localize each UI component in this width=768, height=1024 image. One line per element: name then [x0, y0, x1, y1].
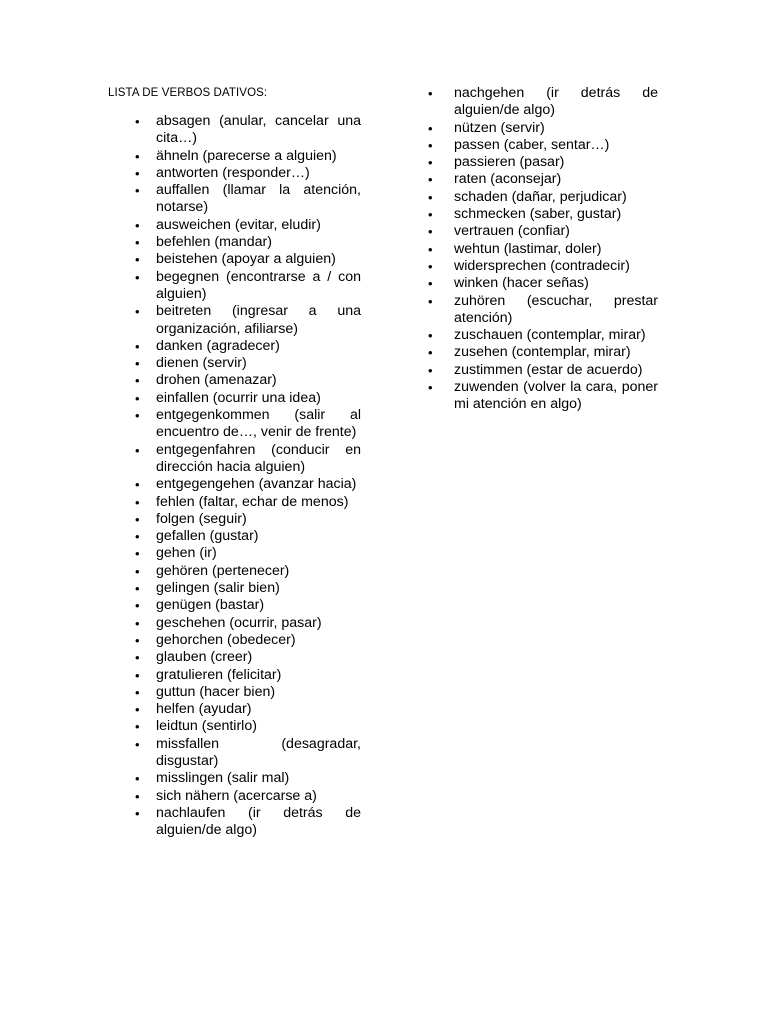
list-item [135, 182, 361, 217]
list-item-text: entgegengehen (avanzar hacia) [156, 476, 357, 493]
bullet-icon: • [135, 563, 140, 579]
bullet-icon: • [428, 189, 433, 205]
list-item [135, 683, 361, 701]
list-item-text: sich nähern (acercarse a) [156, 787, 317, 804]
list-item-text: nachgehen (ir detrás de alguien/de algo) [454, 85, 658, 119]
list-item [425, 379, 658, 414]
list-item [425, 223, 658, 240]
list-item [135, 528, 361, 545]
list-item [135, 631, 361, 649]
list-item-text: gehören (pertenecer) [156, 562, 290, 579]
list-item-text: schaden (dañar, perjudicar) [454, 188, 627, 205]
bullet-icon: • [135, 684, 140, 700]
bullet-icon: • [135, 269, 140, 285]
bullet-icon: • [135, 805, 140, 821]
list-item [135, 389, 361, 407]
bullet-icon: • [135, 183, 140, 199]
list-item [135, 251, 361, 268]
bullet-icon: • [135, 667, 140, 683]
bullet-icon: • [428, 362, 433, 378]
list-item-text: befehlen (mandar) [156, 234, 272, 251]
list-item-text: antworten (responder…) [156, 164, 310, 181]
list-item [135, 770, 361, 787]
list-item-text: fehlen (faltar, echar de menos) [156, 493, 349, 510]
list-item-text: absagen (anular, cancelar una cita…) [156, 113, 361, 147]
list-item-text: zuschauen (contemplar, mirar) [454, 327, 646, 344]
bullet-icon: • [135, 529, 140, 545]
list-item [135, 718, 361, 735]
list-item [135, 268, 361, 304]
list-item-text: danken (agradecer) [156, 337, 280, 354]
bullet-icon: • [428, 137, 433, 153]
list-item [135, 441, 361, 477]
list-item-text: entgegenkommen (salir al encuentro de…, venir de frente) [156, 407, 361, 441]
bullet-icon: • [135, 148, 140, 164]
list-item-text: winken (hacer señas) [454, 275, 589, 292]
bullet-icon: • [428, 155, 433, 171]
bullet-icon: • [428, 328, 433, 344]
bullet-icon: • [135, 511, 140, 527]
list-item [135, 545, 361, 562]
list-item [135, 355, 361, 372]
bullet-icon: • [135, 736, 140, 752]
list-item-text: auffallen (llamar la atención, notarse) [156, 182, 361, 216]
list-item-text: widersprechen (contradecir) [454, 257, 630, 274]
list-item [135, 649, 361, 666]
list-item [425, 120, 658, 137]
bullet-icon: • [135, 252, 140, 268]
list-item [135, 804, 361, 840]
verb-list-left-column [135, 113, 361, 839]
list-item [425, 206, 658, 223]
list-item [135, 787, 361, 805]
list-item-text: glauben (creer) [156, 649, 253, 666]
list-item-text: zustimmen (estar de acuerdo) [454, 361, 643, 378]
list-item-text: gefallen (gustar) [156, 528, 259, 545]
list-item [135, 493, 361, 511]
list-item-text: drohen (amenazar) [156, 372, 277, 389]
list-item-text: entgegenfahren (conducir en dirección hacia alguien) [156, 441, 361, 475]
list-item [135, 701, 361, 718]
bullet-icon: • [135, 165, 140, 181]
bullet-icon: • [135, 615, 140, 631]
list-item [135, 337, 361, 355]
bullet-icon: • [135, 408, 140, 424]
list-item [425, 327, 658, 344]
bullet-icon: • [135, 235, 140, 251]
list-item-text: helfen (ayudar) [156, 701, 252, 718]
list-item-text: zuwenden (volver la cara, poner mi atención en algo) [454, 379, 658, 413]
list-item-text: guttun (hacer bien) [156, 683, 276, 700]
bullet-icon: • [428, 86, 433, 101]
list-item-text: dienen (servir) [156, 355, 247, 372]
list-item [135, 147, 361, 165]
list-item-text: gelingen (salir bien) [156, 580, 280, 597]
list-item [135, 476, 361, 493]
bullet-icon: • [135, 598, 140, 614]
bullet-icon: • [135, 702, 140, 718]
bullet-icon: • [135, 356, 140, 372]
list-item [425, 154, 658, 171]
list-item-text: einfallen (ocurrir una idea) [156, 389, 321, 406]
bullet-icon: • [135, 581, 140, 597]
list-item-text: genügen (bastar) [156, 597, 265, 614]
list-item-text: misslingen (salir mal) [156, 770, 290, 787]
bullet-icon: • [135, 719, 140, 735]
list-item-text: raten (aconsejar) [454, 171, 562, 188]
verb-list-right-column [425, 85, 658, 414]
list-item-text: nachlaufen (ir detrás de alguien/de algo) [156, 804, 361, 839]
bullet-icon: • [135, 771, 140, 787]
bullet-icon: • [428, 120, 433, 136]
bullet-icon: • [135, 114, 140, 129]
list-item-text: beitreten (ingresar a una organización, afiliarse) [156, 303, 361, 337]
bullet-icon: • [135, 338, 140, 354]
list-title: LISTA DE VERBOS DATIVOS: [108, 87, 268, 99]
bullet-icon: • [135, 390, 140, 406]
bullet-icon: • [135, 632, 140, 648]
list-item-text: missfallen (desagradar, disgustar) [156, 735, 361, 769]
list-item-text: folgen (seguir) [156, 510, 247, 527]
list-item [135, 164, 361, 182]
list-item-text: passen (caber, sentar…) [454, 136, 610, 153]
bullet-icon: • [135, 304, 140, 320]
list-item [135, 666, 361, 684]
bullet-icon: • [135, 546, 140, 562]
list-item [425, 258, 658, 275]
list-item-text: vertrauen (confiar) [454, 223, 570, 240]
bullet-icon: • [428, 224, 433, 240]
list-item [425, 189, 658, 206]
bullet-icon: • [428, 241, 433, 257]
list-item-text: gratulieren (felicitar) [156, 666, 282, 683]
bullet-icon: • [428, 207, 433, 223]
bullet-icon: • [428, 293, 433, 309]
list-item-text: gehen (ir) [156, 545, 217, 562]
list-item [135, 216, 361, 234]
list-item [135, 303, 361, 338]
list-item [425, 171, 658, 188]
bullet-icon: • [428, 276, 433, 292]
bullet-icon: • [135, 650, 140, 666]
bullet-icon: • [135, 477, 140, 493]
list-item-text: zusehen (contemplar, mirar) [454, 344, 631, 361]
list-item [425, 137, 658, 154]
bullet-icon: • [135, 442, 140, 458]
list-item [135, 510, 361, 528]
bullet-icon: • [428, 258, 433, 274]
list-item [135, 372, 361, 389]
list-item [425, 362, 658, 379]
list-item [425, 241, 658, 258]
bullet-icon: • [135, 217, 140, 233]
bullet-icon: • [135, 494, 140, 510]
bullet-icon: • [428, 345, 433, 361]
list-item-text: leidtun (sentirlo) [156, 718, 257, 735]
list-item-text: begegnen (encontrarse a / con alguien) [156, 268, 361, 302]
list-item [135, 113, 361, 148]
bullet-icon: • [135, 788, 140, 804]
list-item-text: wehtun (lastimar, doler) [454, 240, 602, 257]
list-item [135, 614, 361, 632]
bullet-icon: • [428, 172, 433, 188]
list-item [135, 562, 361, 580]
list-item [425, 275, 658, 292]
list-item [135, 580, 361, 597]
bullet-icon: • [135, 373, 140, 389]
list-item [135, 407, 361, 442]
list-item-text: passieren (pasar) [454, 154, 565, 171]
list-item [425, 293, 658, 328]
list-item-text: ähneln (parecerse a alguien) [156, 147, 337, 164]
list-item-text: gehorchen (obedecer) [156, 631, 296, 648]
list-item-text: schmecken (saber, gustar) [454, 206, 622, 223]
list-item-text: zuhören (escuchar, prestar atención) [454, 292, 658, 326]
list-item-text: nützen (servir) [454, 119, 545, 136]
list-item-text: ausweichen (evitar, eludir) [156, 216, 321, 233]
list-item [425, 85, 658, 120]
list-item [135, 597, 361, 614]
list-item [135, 735, 361, 771]
list-item [135, 234, 361, 251]
bullet-icon: • [428, 380, 433, 396]
list-item-text: geschehen (ocurrir, pasar) [156, 614, 322, 631]
list-item [425, 344, 658, 361]
list-item-text: beistehen (apoyar a alguien) [156, 251, 336, 268]
